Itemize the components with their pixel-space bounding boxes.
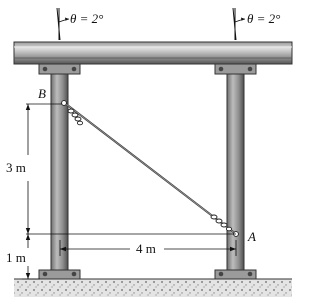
right-post	[215, 64, 256, 279]
tilt-indicator-right	[233, 8, 245, 40]
tilt-indicator-left	[57, 8, 69, 40]
cable	[66, 104, 236, 234]
angle-label-right: θ = 2°	[247, 11, 281, 26]
ground	[14, 279, 292, 297]
dim-label-lower: 1 m	[6, 250, 26, 265]
dim-label-upper: 3 m	[6, 160, 26, 175]
top-beam	[14, 42, 292, 64]
point-b-label: B	[38, 86, 46, 101]
angle-label-left: θ = 2°	[70, 11, 104, 26]
point-a-label: A	[248, 229, 256, 244]
dim-label-horizontal: 4 m	[136, 241, 156, 256]
